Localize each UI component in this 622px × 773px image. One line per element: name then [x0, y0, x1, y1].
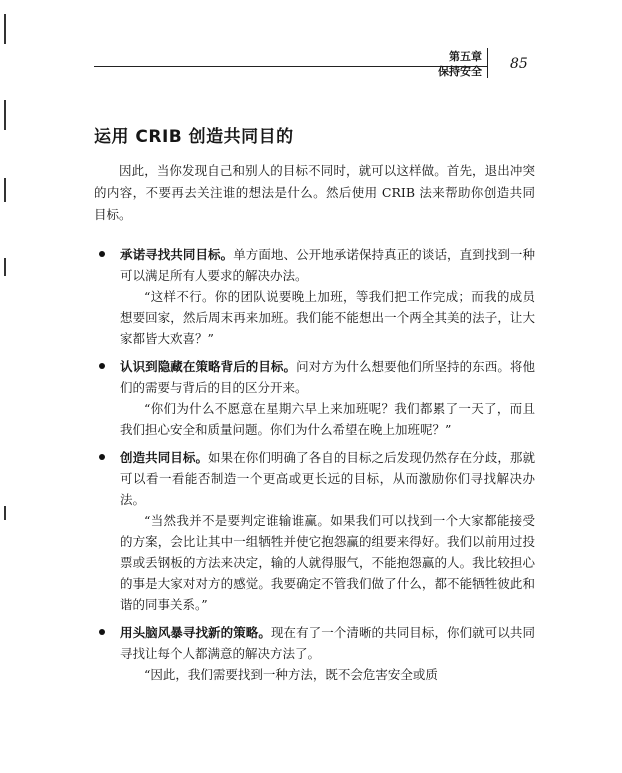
bullet-dot-icon: [99, 454, 105, 460]
bullet-dot-icon: [99, 363, 105, 369]
bullet-heading: 承诺寻找共同目标。: [120, 247, 234, 262]
header-divider: [487, 48, 488, 78]
bullet-text: [120, 356, 535, 398]
bullet-body: 如果在你们明确了各自的目标之后发现仍然存在分歧，那就可以看一看能否制造一个更高或更长远的目标，从而激励你们寻找解决办法。: [120, 450, 535, 507]
running-header: [438, 50, 482, 79]
section-title: 运用 CRIB 创造共同目的: [94, 127, 294, 147]
bullet-text: [120, 447, 535, 510]
bullet-item: [94, 622, 535, 685]
header-rule: [94, 66, 487, 67]
bullet-heading: 创造共同目标。: [120, 450, 209, 465]
bullet-list: [94, 244, 535, 685]
intro-paragraph: 因此，当你发现自己和别人的目标不同时，就可以这样做。首先，退出冲突的内容，不要再去关注谁的想法是什么。然后使用 CRIB 法来帮助你创造共同目标。: [94, 163, 535, 222]
binding-mark: [4, 178, 6, 202]
quote-paragraph: “你们为什么不愿意在星期六早上来加班呢？我们都累了一天了，而且我们担心安全和质量问题。你们为什么希望在晚上加班呢？”: [120, 401, 535, 437]
bullet-body: 问对方为什么想要他们所坚持的东西。将他们的需要与背后的目的区分开来。: [120, 359, 535, 395]
bullet-item: [94, 447, 535, 615]
bullet-heading: 认识到隐藏在策略背后的目标。: [120, 359, 297, 374]
bullet-text: [120, 244, 535, 286]
chapter-label: 第五章: [449, 50, 482, 63]
binding-mark: [4, 506, 6, 520]
bullet-item: [94, 356, 535, 440]
quote-paragraph: “当然我并不是要判定谁输谁赢。如果我们可以找到一个大家都能接受的方案，会比让其中一组牺牲并使它抱怨赢的组要来得好。我们以前用过投票或丢钢板的方法来决定，输的人就得服气，不能抱怨赢的人。我比较担心的事是大家对对方的感觉。我要确定不管我们做了什么，都不能牺牲彼此和谐的同事关系。”: [120, 513, 535, 612]
binding-mark: [4, 258, 6, 276]
bullet-text: [120, 622, 535, 664]
bullet-body: 现在有了一个清晰的共同目标，你们就可以共同寻找让每个人都满意的解决方法了。: [120, 625, 535, 661]
page-body: [94, 160, 535, 685]
bullet-dot-icon: [99, 251, 105, 257]
bullet-dot-icon: [99, 629, 105, 635]
quote-paragraph: “这样不行。你的团队说要晚上加班，等我们把工作完成；而我的成员想要回家，然后周末再来加班。我们能不能想出一个两全其美的法子，让大家都皆大欢喜？”: [120, 289, 535, 346]
page-number: 85: [510, 56, 528, 72]
bullet-heading: 用头脑风暴寻找新的策略。: [120, 625, 271, 640]
chapter-title: 保持安全: [438, 65, 482, 78]
bullet-item: [94, 244, 535, 349]
quote-paragraph: “因此，我们需要找到一种方法，既不会危害安全或质: [144, 667, 438, 682]
binding-mark: [4, 14, 6, 44]
bullet-body: 单方面地、公开地承诺保持真正的谈话，直到找到一种可以满足所有人要求的解决办法。: [120, 247, 535, 283]
binding-mark: [4, 100, 6, 130]
